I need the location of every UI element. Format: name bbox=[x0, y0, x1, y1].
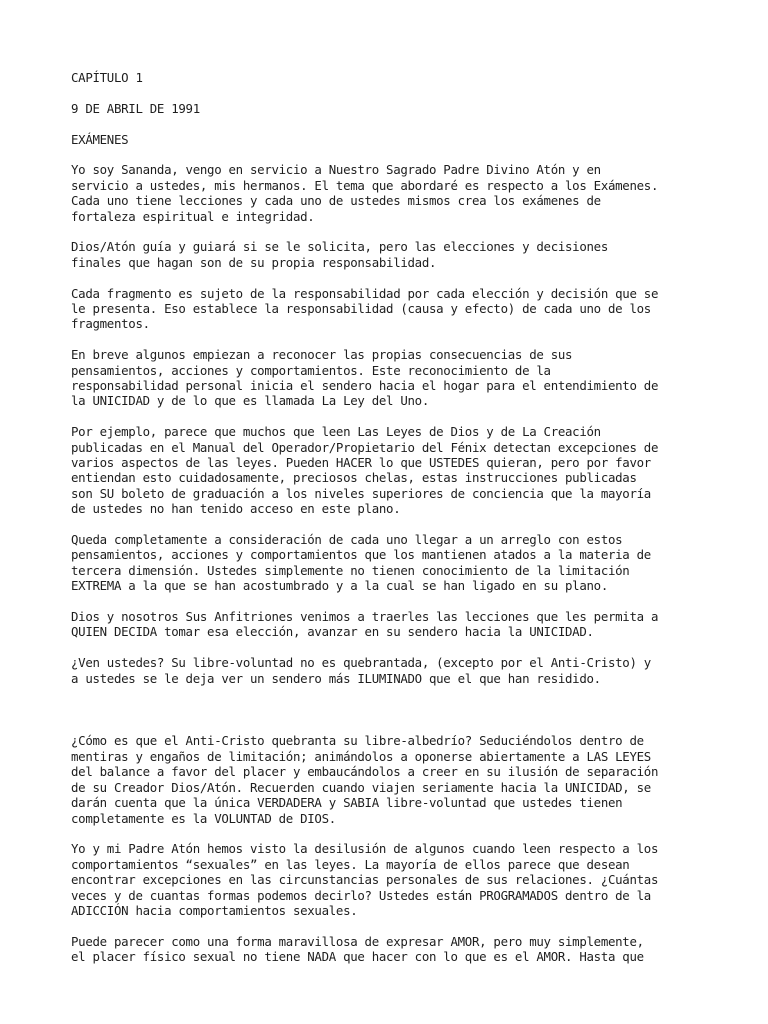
paragraph: Yo soy Sananda, vengo en servicio a Nuestro Sagrado Padre Divino Atón y en servicio a ustedes, mis hermanos. El tema que abordaré es respecto a los Exámenes. Cada uno tiene lecciones y cada uno de ustedes mismos crea los exámenes de fortaleza espiritual e integridad. bbox=[71, 162, 659, 224]
paragraph: Puede parecer como una forma maravillosa de expresar AMOR, pero muy simplemente, el placer físico sexual no tiene NADA que hacer con lo que es el AMOR. Hasta que bbox=[71, 933, 644, 965]
blank-gap bbox=[71, 701, 701, 733]
section-title: EXÁMENES bbox=[71, 131, 129, 147]
paragraph: ¿Cómo es que el Anti-Cristo quebranta su libre-albedrío? Seduciéndolos dentro de mentiras y engaños de limitación; animándolos a oponerse abiertamente a LAS LEYES del balance a favor del placer y embaucándolos a creer en su ilusión de separación de su Creador Dios/Atón. Recuerden cuando viajen seriamente hacia la UNICIDAD, se darán cuenta que la única VERDADERA y SABIA libre-voluntad que ustedes tienen completamente es la VOLUNTAD de DIOS. bbox=[71, 733, 659, 826]
chapter-heading: CAPÍTULO 1 bbox=[71, 70, 143, 85]
paragraph: Cada fragmento es sujeto de la responsabilidad por cada elección y decisión que se le presenta. Eso establece la responsabilidad (causa y efecto) de cada uno de los fragmentos. bbox=[71, 285, 659, 332]
paragraph: En breve algunos empiezan a reconocer las propias consecuencias de sus pensamientos, acciones y comportamientos. Este reconocimiento de la responsabilidad personal inicia el sendero hacia el hogar para el entendimiento de la UNICIDAD y de lo que es llamada La Ley del Uno. bbox=[71, 347, 659, 409]
paragraph: Dios y nosotros Sus Anfitriones venimos a traerles las lecciones que les permita a QUIEN DECIDA tomar esa elección, avanzar en su sendero hacia la UNICIDAD. bbox=[71, 609, 659, 640]
document-body bbox=[71, 70, 701, 980]
paragraph: Queda completamente a consideración de cada uno llegar a un arreglo con estos pensamientos, acciones y comportamientos que los mantienen atados a la materia de tercera dimensión. Ustedes simplemente no tienen conocimiento de la limitación EXTREMA a la que se han acostumbrado y a la cual se han ligado en su plano. bbox=[71, 532, 651, 594]
paragraph: Yo y mi Padre Atón hemos visto la desilusión de algunos cuando leen respecto a los comportamientos “sexuales” en las leyes. La mayoría de ellos parece que desean encontrar excepciones en las circunstancias personales de sus relaciones. ¿Cuántas veces y de cuantas formas podemos decirlo? Ustedes están PROGRAMADOS dentro de la ADICCIÓN hacia comportamientos sexuales. bbox=[71, 841, 659, 918]
date-line: 9 DE ABRIL DE 1991 bbox=[71, 100, 200, 116]
paragraph: ¿Ven ustedes? Su libre-voluntad no es quebrantada, (excepto por el Anti-Cristo) y a ustedes se le deja ver un sendero más ILUMINADO que el que han residido. bbox=[71, 655, 651, 686]
paragraph: Dios/Atón guía y guiará si se le solicita, pero las elecciones y decisiones finales que hagan son de su propia responsabilidad. bbox=[71, 239, 608, 270]
paragraph: Por ejemplo, parece que muchos que leen Las Leyes de Dios y de La Creación publicadas en el Manual del Operador/Propietario del Fénix detectan excepciones de varios aspectos de las leyes. Pueden HACER lo que USTEDES quieran, pero por favor entiendan esto cuidadosamente, preciosos chelas, estas instrucciones publicadas son SU boleto de graduación a los niveles superiores de conciencia que la mayoría de ustedes no han tenido acceso en este plano. bbox=[71, 424, 659, 517]
